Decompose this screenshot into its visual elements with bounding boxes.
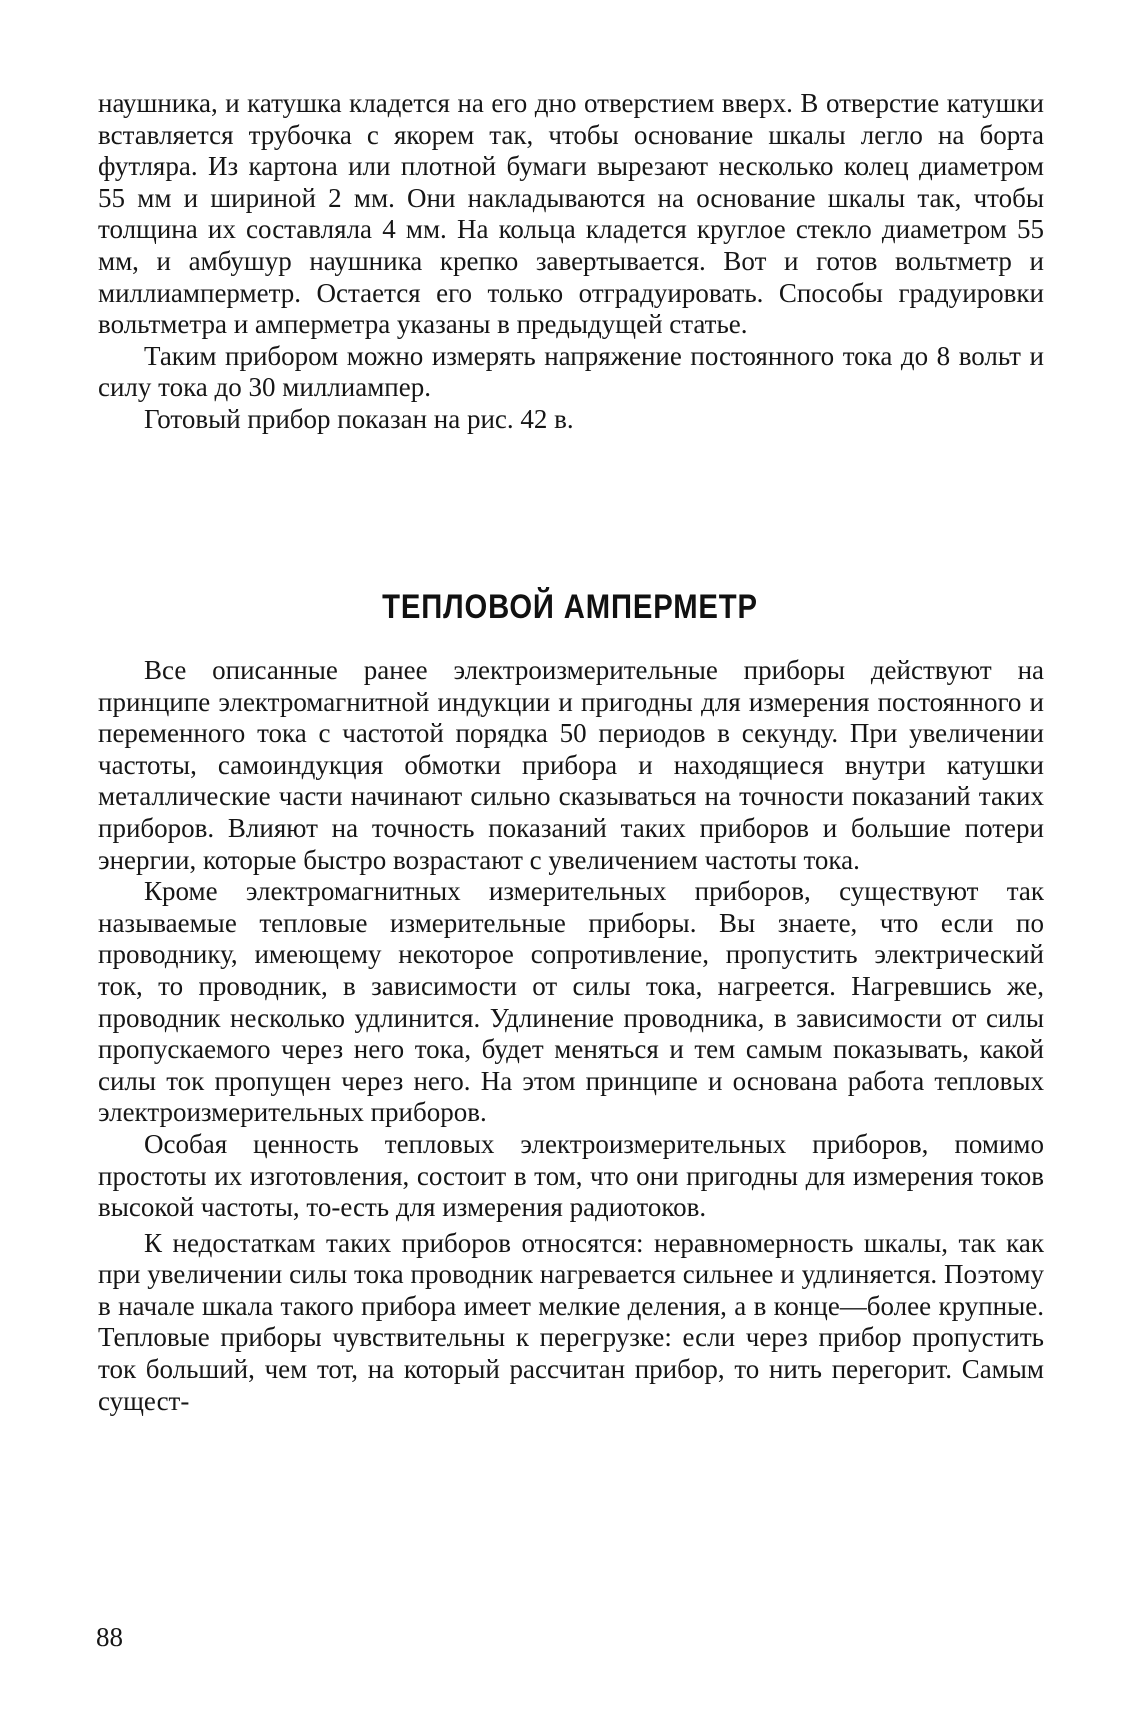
thermal-ammeter-section [98,655,1044,1417]
paragraph-figure-reference: Готовый прибор показан на рис. 42 в. [144,403,574,434]
section-heading: ТЕПЛОВОЙ АМПЕРМЕТР [382,588,758,626]
paragraph-advantages: Особая ценность тепловых электроизмерительных приборов, помимо простоты их изготовления, состоит в том, что они пригодны для измерения токов высокой частоты, то-есть для измерения радиотоков. [98,1128,1044,1223]
paragraph-intro: Все описанные ранее электроизмерительные приборы действуют на принципе электромагнитной индукции и пригодны для измерения постоянного и переменного тока с частотой порядка 50 периодов в секунду. При увеличении частоты, самоиндукция обмотки прибора и находящиеся внутри катушки металлические части начинают сильно сказываться на точности показаний таких приборов. Влияют на точность показаний таких приборов и большие потери энергии, которые быстро возрастают с увеличением частоты тока. [98,655,1044,875]
paragraph-continued: наушника, и катушка кладется на его дно отверстием вверх. В отверстие катушки вставляется трубочка с якорем так, чтобы основание шкалы легло на борта футляра. Из картона или плотной бумаги вырезают несколько колец диаметром 55 мм и шириной 2 мм. Они накладываются на основание шкалы так, чтобы толщина их составляла 4 мм. На кольца кладется круглое стекло диаметром 55 мм, и амбушур наушника крепко завертывается. Вот и готов вольтметр и миллиамперметр. Остается его только отградуировать. Способы градуировки вольтметра и амперметра указаны в предыдущей статье. [98,88,1044,340]
page-number: 88 [96,1622,123,1652]
continued-text-section [98,88,1044,436]
paragraph-thermal-principle: Кроме электромагнитных измерительных приборов, существуют так называемые тепловые измерительные приборы. Вы знаете, что если по проводнику, имеющему некоторое сопротивление, пропустить электрический ток, то проводник, в зависимости от силы тока, нагреется. Нагревшись же, проводник несколько удлинится. Удлинение проводника, в зависимости от силы пропускаемого через него тока, будет меняться и тем самым показывать, какой силы ток пропущен через него. На этом принципе и основана работа тепловых электроизмерительных приборов. [98,876,1044,1128]
paragraph-measurement-range: Таким прибором можно измерять напряжение постоянного тока до 8 вольт и силу тока до 30 миллиампер. [98,340,1044,403]
paragraph-disadvantages: К недостаткам таких приборов относятся: неравномерность шкалы, так как при увеличении силы тока проводник нагревается сильнее и удлиняется. Поэтому в начале шкала такого прибора имеет мелкие деления, а в конце—более крупные. Тепловые приборы чувствительны к перегрузке: если через прибор пропустить ток больший, чем тот, на который рассчитан прибор, то нить перегорит. Самым сущест- [98,1227,1044,1416]
